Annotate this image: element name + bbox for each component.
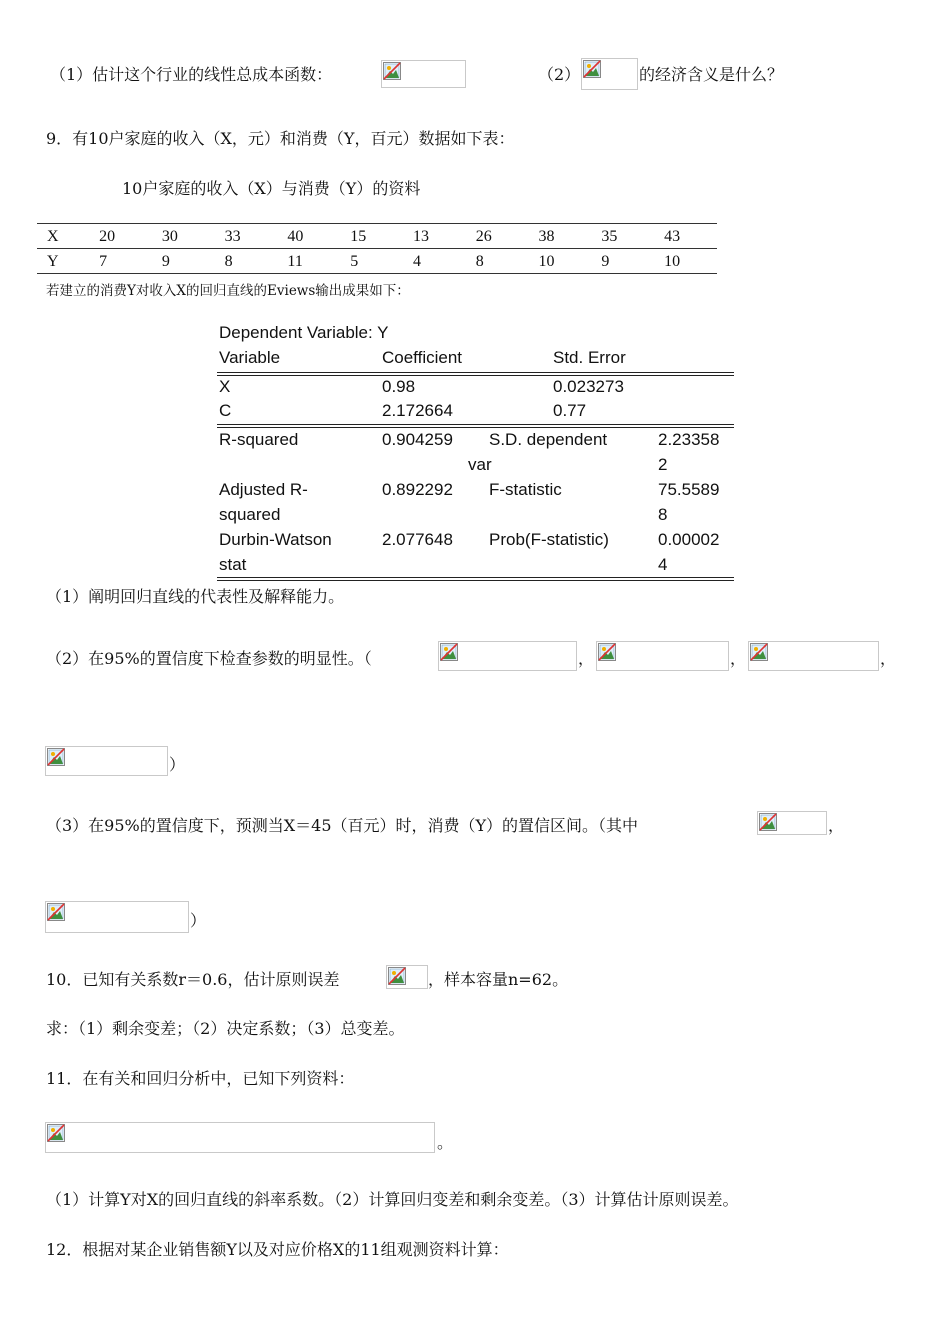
table-cell: 9 [591, 249, 654, 274]
f-value: 75.5589 [658, 480, 720, 499]
prob-f-value-2: 4 [658, 555, 668, 574]
r2-label: R-squared [219, 430, 299, 449]
var-x: X [219, 377, 231, 396]
q9-part1: （1）阐明回归直线的代表性及解释能力。 [46, 587, 345, 606]
table-cell: 11 [277, 249, 340, 274]
q10-line1-tail: ，样本容量n=62。 [428, 970, 569, 989]
broken-image-icon [47, 748, 65, 766]
q8-part1: （1）估计这个行业的线性总成本函数： [50, 65, 333, 84]
formula-image [748, 641, 879, 671]
broken-image-icon [47, 903, 65, 921]
broken-image-icon [583, 60, 601, 78]
formula-image [381, 60, 466, 88]
table-cell: 8 [215, 249, 278, 274]
sd-label: S.D. dependent [489, 430, 608, 449]
broken-image-icon [383, 62, 401, 80]
adj-r2-value: 0.892292 [382, 480, 453, 499]
divider [217, 372, 734, 376]
header-variable: Variable [219, 348, 281, 367]
close-paren: ） [169, 755, 186, 774]
q10-line1: 10．已知有关系数r＝0.6，估计原则误差 [46, 970, 340, 989]
table-cell: 10 [654, 249, 717, 274]
table-cell: 9 [152, 249, 215, 274]
table-cell: 30 [152, 224, 215, 249]
separator: ， [880, 649, 897, 668]
dw-value: 2.077648 [382, 530, 453, 549]
header-std-error: Std. Error [553, 348, 626, 367]
q9-intro: 9．有10户家庭的收入（X，元）和消费（Y，百元）数据如下表： [46, 129, 515, 148]
divider [217, 577, 734, 581]
q11-intro: 11．在有关和回归分析中，已知下列资料： [46, 1069, 355, 1088]
divider [217, 424, 734, 428]
formula-image [45, 1122, 435, 1153]
table-cell: Y [37, 249, 89, 274]
broken-image-icon [598, 643, 616, 661]
eviews-intro: 若建立的消费Y对收入X的回归直线的Eviews输出成果如下： [46, 283, 410, 299]
table-cell: 15 [340, 224, 403, 249]
xy-data-table [37, 223, 717, 274]
se-c: 0.77 [553, 401, 587, 420]
adj-r2-label-2: squared [219, 505, 281, 524]
sd-label-2: var [468, 455, 492, 474]
f-value-2: 8 [658, 505, 668, 524]
separator: ， [730, 649, 747, 668]
se-x: 0.023273 [553, 377, 624, 396]
var-c: C [219, 401, 232, 420]
table-cell: 7 [89, 249, 152, 274]
formula-image [438, 641, 577, 671]
prob-f-value: 0.00002 [658, 530, 720, 549]
table-cell: 40 [277, 224, 340, 249]
prob-f-label: Prob(F-statistic) [489, 530, 609, 549]
adj-r2-label: Adjusted R- [219, 480, 308, 499]
q12-intro: 12．根据对某企业销售额Y以及对应价格X的11组观测资料计算： [46, 1240, 509, 1259]
r2-value: 0.904259 [382, 430, 453, 449]
separator: ， [578, 649, 595, 668]
sd-value: 2.23358 [658, 430, 720, 449]
q10-line2: 求：（1）剩余变差；（2）决定系数；（3）总变差。 [46, 1019, 405, 1038]
coef-x: 0.98 [382, 377, 416, 396]
dw-label: Durbin-Watson [219, 530, 332, 549]
table-cell: 33 [215, 224, 278, 249]
broken-image-icon [388, 967, 406, 985]
dw-label-2: stat [219, 555, 247, 574]
table-cell: 35 [591, 224, 654, 249]
coef-c: 2.172664 [382, 401, 453, 420]
table-cell: 5 [340, 249, 403, 274]
table-cell: 4 [403, 249, 466, 274]
dependent-variable: Dependent Variable: Y [219, 323, 389, 342]
sd-value-2: 2 [658, 455, 668, 474]
table-cell: 20 [89, 224, 152, 249]
table-cell: 13 [403, 224, 466, 249]
q11-end: 。 [437, 1133, 454, 1152]
separator: ， [828, 816, 845, 835]
formula-image [386, 965, 428, 989]
formula-image [45, 746, 168, 776]
formula-image [45, 901, 189, 933]
q9-table-title: 10户家庭的收入（X）与消费（Y）的资料 [122, 179, 421, 198]
close-paren: ） [190, 911, 207, 930]
table-cell: 8 [466, 249, 529, 274]
table-row-y [37, 249, 717, 274]
table-cell: 43 [654, 224, 717, 249]
q8-part2: （2） [538, 65, 581, 84]
header-coefficient: Coefficient [382, 348, 463, 367]
table-cell: 38 [529, 224, 592, 249]
table-cell: 26 [466, 224, 529, 249]
broken-image-icon [759, 813, 777, 831]
broken-image-icon [750, 643, 768, 661]
broken-image-icon [440, 643, 458, 661]
f-label: F-statistic [489, 480, 562, 499]
q9-part3: （3）在95%的置信度下，预测当X＝45（百元）时，消费（Y）的置信区间。（其中 [46, 816, 639, 835]
formula-image [757, 811, 827, 835]
q9-part2: （2）在95%的置信度下检查参数的明显性。（ [46, 649, 372, 668]
table-cell: X [37, 224, 89, 249]
table-row-x [37, 224, 717, 249]
formula-image [581, 58, 638, 90]
q8-part2-tail: 的经济含义是什么？ [639, 65, 784, 84]
q11-tasks: （1）计算Y对X的回归直线的斜率系数。（2）计算回归变差和剩余变差。（3）计算估计原则误差。 [46, 1190, 739, 1209]
formula-image [596, 641, 729, 671]
table-cell: 10 [529, 249, 592, 274]
broken-image-icon [47, 1124, 65, 1142]
